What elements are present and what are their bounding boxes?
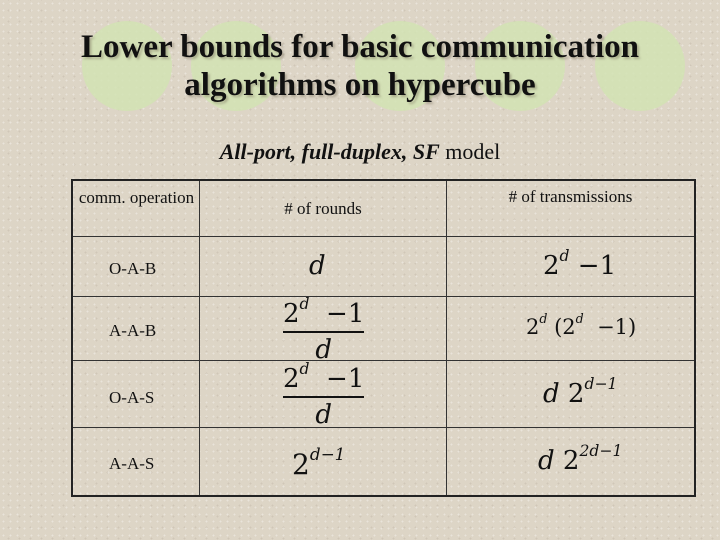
- row-transmissions: 2$^d$ (2$^d$ −1): [526, 311, 637, 339]
- header-operation: comm. operation: [78, 188, 195, 207]
- table-row: [73, 295, 694, 365]
- model-subtitle: [0, 139, 720, 165]
- table-row: [73, 237, 694, 297]
- row-rounds: 2$^d$ −1 d: [283, 295, 365, 365]
- title-line-1: Lower bounds for basic communication: [80, 29, 639, 65]
- table-row: [73, 428, 694, 495]
- row-transmissions: $2^d -1$: [543, 247, 617, 281]
- row-rounds: 2$^d$ −1 d: [283, 360, 365, 430]
- model-suffix: model: [445, 139, 501, 164]
- row-operation: A-A-B: [109, 321, 157, 340]
- title-line-2: algorithms on hypercube: [184, 67, 536, 103]
- model-name: All-port, full-duplex, SF: [219, 139, 440, 164]
- bounds-table: [71, 179, 696, 497]
- header-transmissions: # of transmissions: [508, 187, 633, 206]
- slide-title: [0, 28, 720, 104]
- row-transmissions: d $2^{2d-1}$: [538, 442, 623, 476]
- table-header-row: [73, 181, 694, 237]
- row-transmissions: d $2^{d-1}$: [543, 375, 618, 409]
- row-operation: O-A-B: [109, 259, 157, 278]
- table-row: [73, 361, 694, 428]
- row-rounds: $2^{d-1}$: [292, 444, 346, 481]
- row-operation: O-A-S: [109, 388, 155, 407]
- row-operation: A-A-S: [109, 454, 155, 473]
- row-rounds: d: [309, 251, 326, 281]
- header-rounds: # of rounds: [284, 199, 362, 218]
